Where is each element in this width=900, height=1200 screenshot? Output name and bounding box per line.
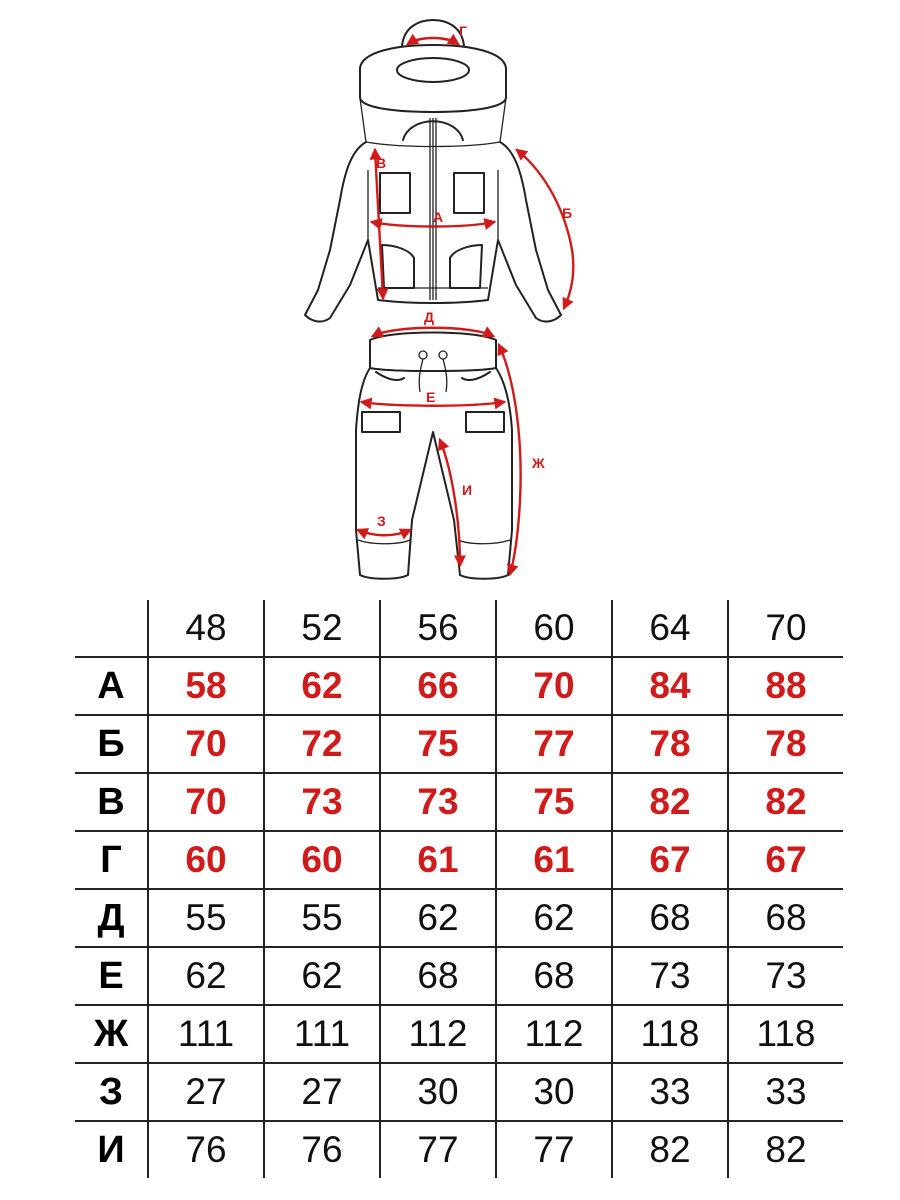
measurement-value: 82 [728, 773, 843, 831]
measurement-value: 72 [264, 715, 380, 773]
measurement-marks [358, 23, 573, 574]
table-row [75, 889, 843, 947]
table-row [75, 1005, 843, 1063]
measurement-value: 88 [728, 657, 843, 715]
measurement-value: 55 [148, 889, 264, 947]
table-row [75, 1063, 843, 1121]
measurement-value: 78 [612, 715, 728, 773]
measurement-value: 73 [612, 947, 728, 1005]
measurement-value: 84 [612, 657, 728, 715]
row-label: Е [75, 947, 148, 1005]
measurement-value: 68 [612, 889, 728, 947]
measurement-value: 111 [264, 1005, 380, 1063]
row-label: Г [75, 831, 148, 889]
measurement-value: 73 [264, 773, 380, 831]
label-g: Г [459, 23, 467, 39]
measurement-value: 27 [264, 1063, 380, 1121]
label-b: Б [562, 205, 573, 221]
measurement-value: 30 [380, 1063, 496, 1121]
measurement-value: 68 [728, 889, 843, 947]
measurement-value: 82 [612, 773, 728, 831]
jacket-drawing [305, 20, 561, 322]
label-a: А [433, 209, 444, 225]
measurement-value: 118 [612, 1005, 728, 1063]
row-label: А [75, 657, 148, 715]
measurement-value: 61 [496, 831, 612, 889]
measurement-value: 78 [728, 715, 843, 773]
measurement-value: 68 [496, 947, 612, 1005]
size-header: 52 [264, 600, 380, 657]
measurement-value: 73 [728, 947, 843, 1005]
measurement-value: 66 [380, 657, 496, 715]
row-label: Б [75, 715, 148, 773]
corner-cell [75, 600, 148, 657]
measurement-value: 62 [148, 947, 264, 1005]
garment-diagram [0, 0, 900, 590]
size-header: 60 [496, 600, 612, 657]
measurement-value: 77 [380, 1121, 496, 1178]
measurement-value: 73 [380, 773, 496, 831]
size-header: 64 [612, 600, 728, 657]
measurement-value: 55 [264, 889, 380, 947]
measurement-value: 33 [612, 1063, 728, 1121]
label-zh: Ж [532, 455, 545, 471]
measurement-value: 75 [496, 773, 612, 831]
row-label: И [75, 1121, 148, 1178]
measurement-value: 62 [264, 947, 380, 1005]
measurement-value: 112 [380, 1005, 496, 1063]
table-row [75, 831, 843, 889]
table-row [75, 715, 843, 773]
label-d: Д [424, 309, 434, 325]
measurement-value: 61 [380, 831, 496, 889]
measurement-value: 76 [264, 1121, 380, 1178]
size-header: 56 [380, 600, 496, 657]
measurement-value: 60 [264, 831, 380, 889]
measurement-value: 27 [148, 1063, 264, 1121]
label-v: В [376, 155, 387, 171]
measurement-value: 118 [728, 1005, 843, 1063]
table-row [75, 773, 843, 831]
trousers-drawing [356, 333, 512, 579]
measurement-value: 77 [496, 1121, 612, 1178]
measurement-value: 60 [148, 831, 264, 889]
measurement-value: 77 [496, 715, 612, 773]
measurement-value: 76 [148, 1121, 264, 1178]
label-e: Е [426, 389, 436, 405]
measurement-value: 62 [380, 889, 496, 947]
row-label: Ж [75, 1005, 148, 1063]
row-label: З [75, 1063, 148, 1121]
table-row [75, 1121, 843, 1178]
measurement-value: 82 [612, 1121, 728, 1178]
measurement-value: 58 [148, 657, 264, 715]
measurement-value: 30 [496, 1063, 612, 1121]
size-header: 70 [728, 600, 843, 657]
size-header: 48 [148, 600, 264, 657]
size-table [75, 600, 843, 1178]
measurement-value: 67 [728, 831, 843, 889]
measurement-value: 70 [496, 657, 612, 715]
label-i: И [462, 482, 473, 498]
measurement-value: 62 [264, 657, 380, 715]
label-z: З [377, 513, 386, 529]
measurement-value: 67 [612, 831, 728, 889]
measurement-value: 33 [728, 1063, 843, 1121]
measurement-value: 62 [496, 889, 612, 947]
measurement-value: 70 [148, 773, 264, 831]
measurement-value: 82 [728, 1121, 843, 1178]
row-label: Д [75, 889, 148, 947]
measurement-value: 111 [148, 1005, 264, 1063]
measurement-value: 70 [148, 715, 264, 773]
table-row [75, 947, 843, 1005]
measurement-value: 112 [496, 1005, 612, 1063]
table-row [75, 657, 843, 715]
measurement-value: 68 [380, 947, 496, 1005]
size-header-row [75, 600, 843, 657]
measurement-value: 75 [380, 715, 496, 773]
row-label: В [75, 773, 148, 831]
